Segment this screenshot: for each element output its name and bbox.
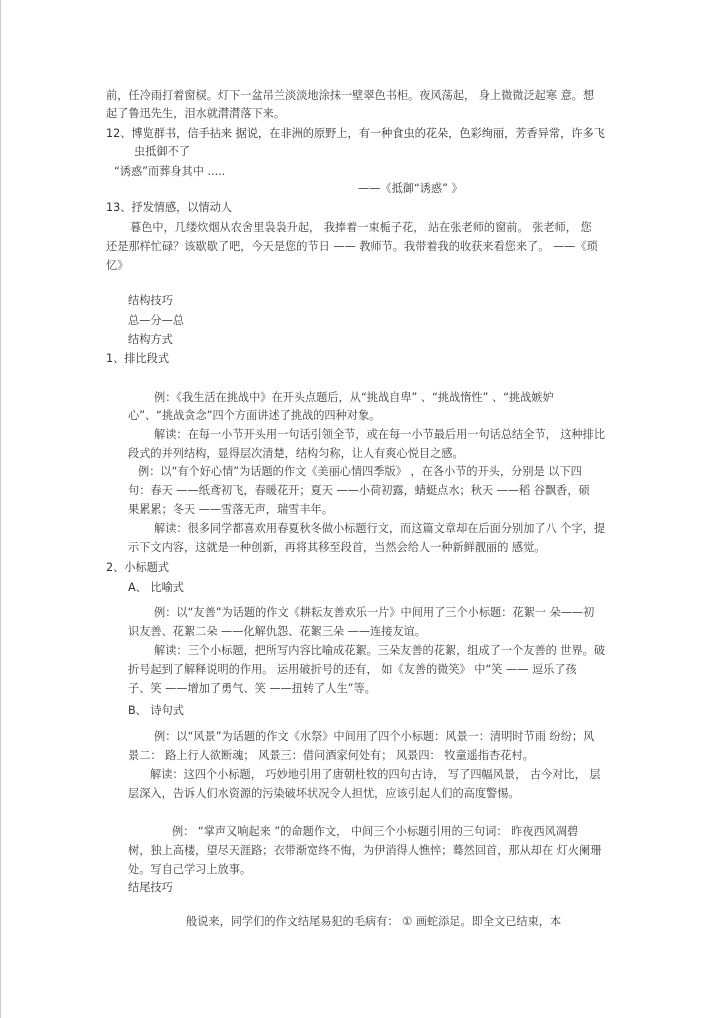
subheading-b: B、 诗句式: [128, 704, 184, 717]
body-text-line: 景二： 路上行人欲断魂； 风景三：借问酒家何处有； 风景四： 牧童遥指杏花村。: [128, 749, 534, 762]
body-text-line: 例：以“风景”为话题的作文《水祭》中间用了四个小标题：风景一：清明时节雨 纷纷；风: [154, 730, 595, 743]
body-text-line: 句：春天 ——纸鸢初飞，春暖花开；夏天 ——小荷初露，蜻蜓点水；秋天 ——稻 谷飘香，硕: [128, 484, 590, 497]
body-text-line: 解读：三个小标题，把所写内容比喻成花絮。三朵友善的花絮，组成了一个友善的 世界。破: [154, 644, 606, 657]
numbered-heading-13: 13、抒发情感，以情动人: [106, 201, 233, 214]
body-text-line: 暮色中，几缕炊烟从农舍里袅袅升起， 我捧着一束栀子花， 站在张老师的窗前。 张老师， 您: [130, 221, 592, 234]
body-text-line: 果累累；冬天 ——雪落无声，瑞雪丰年。: [128, 503, 333, 516]
subheading: 总—分—总: [128, 314, 184, 327]
body-text-line: 段式的并列结构，显得层次清楚，结构匀称，让人有爽心悦目之感。: [128, 447, 464, 460]
body-text-line: “诱惑”而葬身其中 .....: [114, 165, 226, 178]
body-text-line: 虫抵御不了: [134, 145, 190, 158]
section-heading-ending: 结尾技巧: [128, 881, 173, 894]
citation: ——《抵御“诱惑” 》: [358, 182, 463, 195]
body-text-line: 层深入，告诉人们水资源的污染破坏状况令人担忧，应该引起人们的高度警惕。: [128, 787, 520, 800]
subheading: 结构方式: [128, 333, 173, 346]
body-text-line: 忆》: [106, 259, 129, 272]
body-text-line: 解读：在每一小节开头用一句话引领全节，或在每一小节最后用一句话总结全节， 这种排比: [154, 428, 606, 441]
body-text-line: 例：《我生活在挑战中》在开头点题后，从“挑战自卑” 、“挑战惰性” 、“挑战嫉妒: [154, 391, 554, 404]
subheading-a: A、 比喻式: [128, 581, 184, 594]
numbered-heading-2: 2、小标题式: [106, 561, 170, 574]
body-text-line: 例：以“友善”为话题的作文《耕耘友善欢乐一片》中间用了三个小标题：花絮一 朵——初: [154, 606, 595, 619]
page-left-edge: [0, 0, 1, 1018]
body-text-line: 处。写自己学习上放事。: [128, 863, 252, 876]
body-text-line: 起了鲁迅先生，泪水就潸潸落下来。: [106, 107, 286, 120]
body-text-line: 子、笑 ——增加了勇气、笑 ——扭转了人生”等。: [128, 682, 376, 695]
body-text-line: 解读：这四个小标题， 巧妙地引用了唐朝杜牧的四句古诗， 写了四幅风景， 古今对比， 层: [150, 768, 601, 781]
numbered-heading-1: 1、排比段式: [106, 352, 170, 365]
section-heading-structure: 结构技巧: [128, 294, 173, 307]
body-text-line: 折号起到了解释说明的作用。 运用破折号的还有， 如《友善的微笑》 中“笑 —— 逗乐了孩: [128, 663, 577, 676]
body-text-line: 前，任冷雨打着窗棂。灯下一盆吊兰淡淡地涂抹一壁翠色书柜。夜风荡起， 身上微微泛起寒 意。想: [106, 89, 595, 102]
body-text-line: 树，独上高楼，望尽天涯路；衣带渐宽终不悔，为伊消得人憔悴；蓦然回首，那从却在 灯火阑珊: [128, 844, 602, 857]
body-text-line: 例：以“有个好心情”为话题的作文《美丽心情四季版》 ，在各小节的开头，分别是 以下四: [138, 465, 582, 478]
body-text-line: 心”、“挑战贪念”四个方面讲述了挑战的四种对象。: [128, 409, 381, 422]
body-text-line: 解读：很多同学都喜欢用春夏秋冬做小标题行文，而这篇文章却在后面分别加了八 个字，提: [154, 522, 606, 535]
body-text-line: 般说来，同学们的作文结尾易犯的毛病有： ① 画蛇添足。即全文已结束，本: [186, 915, 562, 928]
numbered-heading-12: 12、博览群书，信手拈来 据说，在非洲的原野上，有一种食虫的花朵，色彩绚丽，芳香异常，许多飞: [106, 127, 605, 140]
body-text-line: 例： “掌声又响起来 ”的命题作文， 中间三个小标题引用的三句词： 昨夜西风凋碧: [172, 825, 579, 838]
body-text-line: 还是那样忙碌？该歇歇了吧，今天是您的节日 —— 教师节。我带着我的收获来看您来了。 ——《琐: [106, 240, 598, 253]
body-text-line: 识友善、花絮二朵 ——化解仇怨、花絮三朵 ——连接友谊。: [128, 625, 426, 638]
body-text-line: 示下文内容，这就是一种创新，再将其移至段首，当然会给人一种新鲜靓丽的 感觉。: [128, 541, 546, 554]
